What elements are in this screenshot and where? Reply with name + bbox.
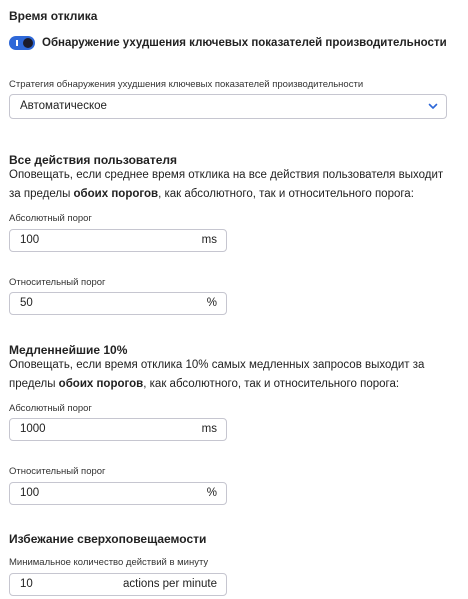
all-actions-desc-text: за пределы [9,188,74,200]
kpi-degradation-toggle[interactable] [9,36,35,50]
min-actions-label: Минимальное количество действий в минуту [9,557,209,568]
min-actions-value: 10 [20,578,33,590]
strategy-select-value: Автоматическое [20,100,107,112]
strategy-label: Стратегия обнаружения ухудшения ключевых показателей производительности [9,79,364,90]
slowest-desc-line2 [9,375,449,394]
all-actions-abs-input[interactable] [9,229,227,252]
slowest-rel-label: Относительный порог [9,466,106,477]
all-actions-desc-line2 [9,185,449,204]
slowest-desc-text: пределы [9,378,59,390]
all-actions-rel-input[interactable] [9,292,227,315]
all-actions-heading: Все действия пользователя [9,153,177,167]
kpi-degradation-toggle-label: Обнаружение ухудшения ключевых показателей производительности [42,37,447,49]
all-actions-abs-value: 100 [20,234,40,246]
all-actions-desc-bold: обоих порогов [73,188,159,200]
response-time-heading: Время отклика [9,9,98,23]
all-actions-desc-tail: , как абсолютного, так и относительного порога: [158,188,414,200]
min-actions-unit: actions per minute [123,578,217,590]
all-actions-description [9,166,449,204]
slowest-desc-tail: , как абсолютного, так и относительного порога: [143,378,400,390]
all-actions-rel-value: 50 [20,297,33,309]
slowest-abs-unit: ms [201,423,217,435]
slowest-desc-line1: Оповещать, если время отклика 10% самых медленных запросов выходит за [9,359,425,371]
slowest-rel-value: 100 [20,487,40,499]
all-actions-abs-unit: ms [201,234,217,246]
all-actions-rel-label: Относительный порог [9,277,106,288]
toggle-switch-icon [16,40,18,46]
slowest-abs-label: Абсолютный порог [9,403,92,414]
min-actions-input[interactable] [9,573,227,596]
toggle-knob [23,38,33,48]
slowest-desc-bold: обоих порогов [58,378,144,390]
over-alerting-heading: Избежание сверхоповещаемости [9,532,207,546]
slowest-rel-input[interactable] [9,482,227,505]
all-actions-desc-line1: Оповещать, если среднее время отклика на все действия пользователя выходит [9,169,444,181]
chevron-down-icon [428,101,438,111]
all-actions-rel-unit: % [206,297,217,309]
slowest-description [9,356,449,394]
slowest-heading: Медленнейшие 10% [9,343,128,357]
slowest-abs-value: 1000 [20,423,46,435]
slowest-rel-unit: % [206,487,217,499]
slowest-abs-input[interactable] [9,418,227,441]
strategy-select[interactable] [9,94,447,119]
all-actions-abs-label: Абсолютный порог [9,213,92,224]
